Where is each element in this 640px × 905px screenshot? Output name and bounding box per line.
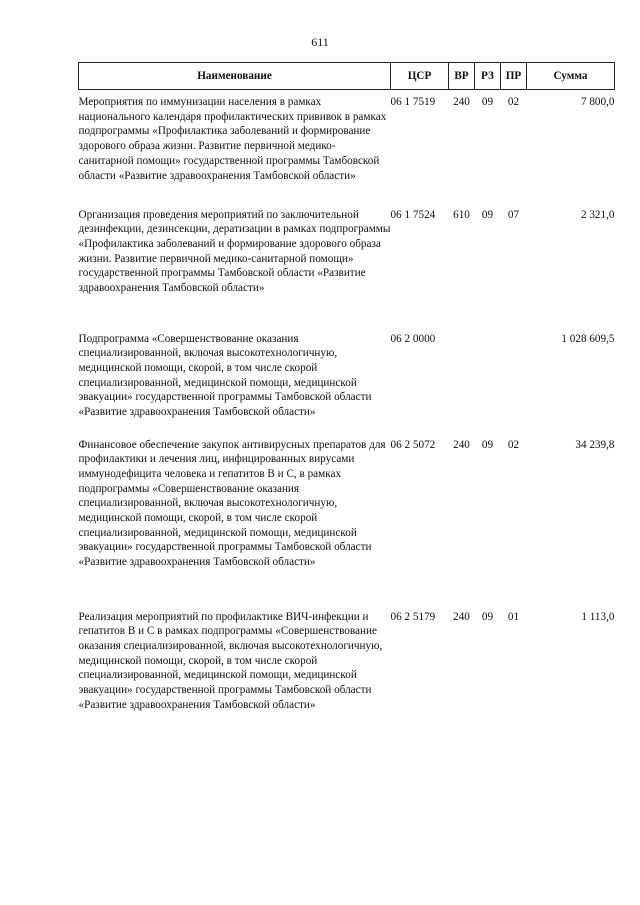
page-number: 611 xyxy=(311,35,329,49)
table-row xyxy=(79,208,615,332)
row-pr: 01 xyxy=(507,610,520,623)
row-sum: 7 800,0 xyxy=(580,96,615,108)
row-rz: 09 xyxy=(481,610,494,623)
row-pr xyxy=(501,332,527,438)
table-row xyxy=(79,610,615,750)
row-pr: 02 xyxy=(507,438,520,451)
table-row xyxy=(79,90,615,208)
row-csr: 06 2 0000 xyxy=(390,332,436,345)
table-row xyxy=(79,332,615,438)
header-sum: Сумма xyxy=(527,63,615,90)
row-vr: 240 xyxy=(453,96,470,108)
row-rz: 09 xyxy=(481,208,494,221)
header-name: Наименование xyxy=(79,63,391,90)
header-row xyxy=(79,63,615,90)
row-rz xyxy=(475,332,501,438)
header-pr: ПР xyxy=(501,63,527,90)
row-pr: 02 xyxy=(507,96,520,108)
row-name: Финансовое обеспечение закупок антивирусных препаратов для профилактики и лечения лиц, инфицированных вирусами иммунодефицита человека и гепатитов В и С, в рамках подпрограммы «Совершенствование оказания специализированной, включая высокотехнологичную, медицинской помощи, скорой, в том числе скорой специализированной, медицинской помощи, медицинской эвакуации» государственной программы Тамбовской области «Развитие здравоохранения Тамбовской области» xyxy=(78,438,386,569)
row-name: Реализация мероприятий по профилактике ВИЧ-инфекции и гепатитов В и С в рамках подпрограммы «Совершенствование оказания специализированной, включая высокотехнологичную, медицинской помощи, скорой, в том числе скорой специализированной, медицинской помощи, медицинской эвакуации» государственной программы Тамбовской области «Развитие здравоохранения Тамбовской области» xyxy=(78,610,383,711)
row-csr: 06 1 7524 xyxy=(390,208,436,221)
row-rz: 09 xyxy=(481,96,494,108)
row-sum: 34 239,8 xyxy=(575,438,615,451)
row-vr: 610 xyxy=(453,208,470,221)
row-csr: 06 2 5072 xyxy=(390,438,436,451)
row-sum: 1 113,0 xyxy=(581,610,615,623)
row-name: Мероприятия по иммунизации населения в рамках национального календаря профилактических прививок в рамках подпрограммы «Профилактика заболеваний и формирование здорового образа жизни. Развитие первичной медико-санитарной помощи» государственной программы Тамбовской области «Развитие здравоохранения Тамбовской области» xyxy=(78,96,387,182)
row-csr: 06 1 7519 xyxy=(390,96,436,108)
row-vr: 240 xyxy=(453,610,470,623)
header-vr: ВР xyxy=(449,63,475,90)
table-row xyxy=(79,438,615,610)
row-sum: 2 321,0 xyxy=(580,208,615,221)
row-vr: 240 xyxy=(453,438,470,451)
row-rz: 09 xyxy=(481,438,494,451)
row-name: Подпрограмма «Совершенствование оказания специализированной, включая высокотехнологичную, медицинской помощи, скорой, в том числе скорой специализированной, медицинской помощи, медицинской эвакуации» государственной программы Тамбовской области «Развитие здравоохранения Тамбовской области» xyxy=(78,332,372,419)
row-name: Организация проведения мероприятий по заключительной дезинфекции, дезинсекции, дератизации в рамках подпрограммы «Профилактика заболеваний и формирование здорового образа жизни. Развитие первичной медико-санитарной помощи» государственной программы Тамбовской области «Развитие здравоохранения Тамбовской области» xyxy=(78,208,391,295)
header-csr: ЦСР xyxy=(391,63,449,90)
row-pr: 07 xyxy=(507,208,520,221)
budget-table xyxy=(78,62,615,750)
row-vr xyxy=(449,332,475,438)
row-csr: 06 2 5179 xyxy=(390,610,436,623)
header-rz: РЗ xyxy=(475,63,501,90)
row-sum: 1 028 609,5 xyxy=(561,332,615,345)
